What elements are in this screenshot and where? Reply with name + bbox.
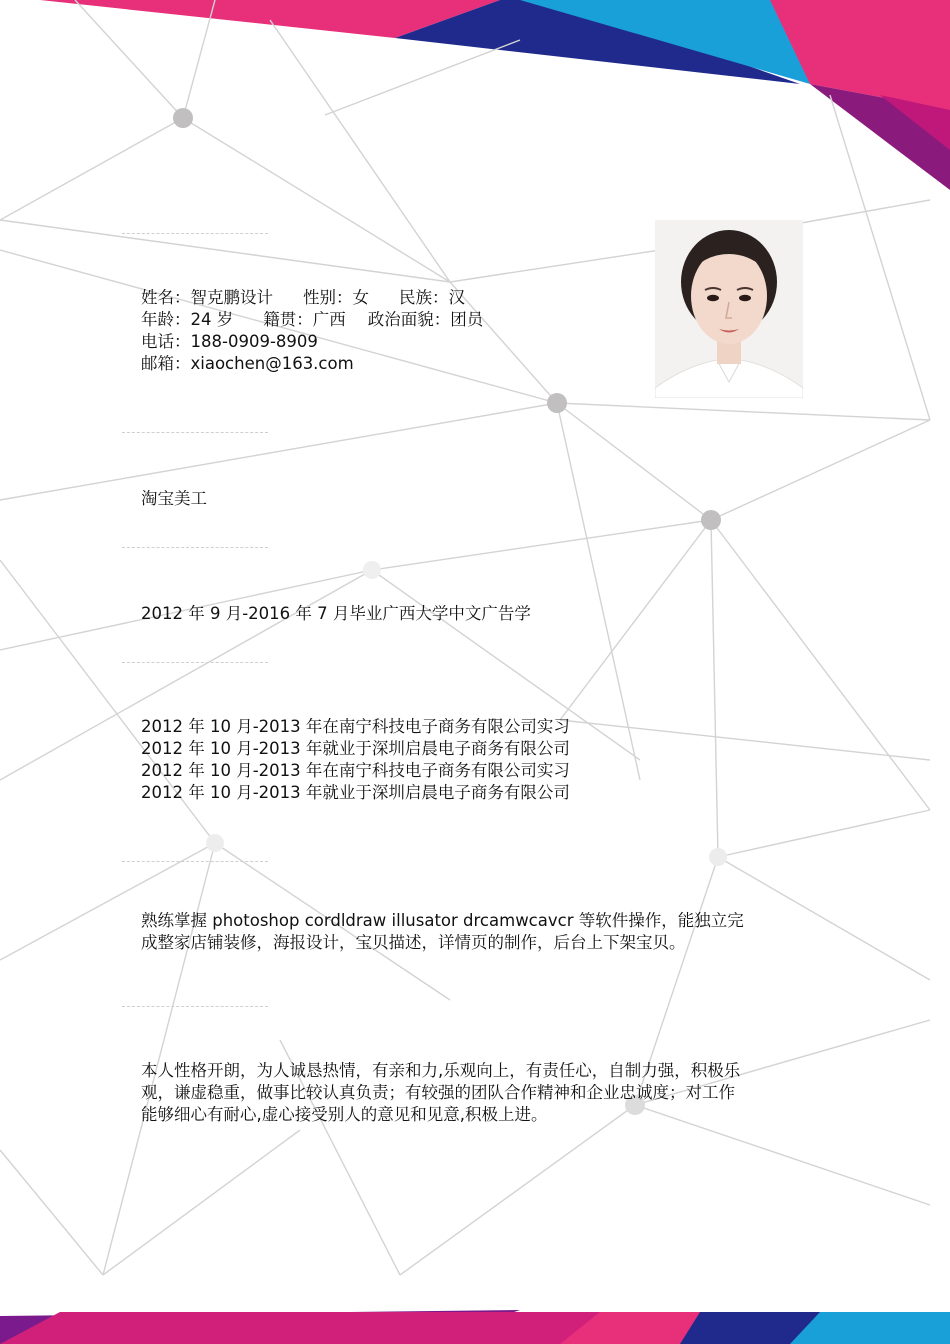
ethnicity-label: 民族： — [399, 288, 449, 307]
section-divider-evaluation — [122, 1006, 268, 1007]
name-value: 智克鹏设计 — [190, 288, 273, 307]
job-objective: 淘宝美工 — [141, 489, 207, 508]
section-divider-objective — [122, 432, 268, 433]
experience-item: 2012 年 10 月-2013 年在南宁科技电子商务有限公司实习 — [141, 717, 570, 736]
politics-value: 团员 — [450, 310, 484, 329]
email-value: xiaochen@163.com — [190, 354, 354, 373]
skills-paragraph — [141, 910, 744, 954]
profile-row-2 — [141, 309, 483, 331]
experience-list — [141, 716, 570, 804]
self-evaluation-line: 观，谦虚稳重，做事比较认真负责；有较强的团队合作精神和企业忠诚度；对工作 — [141, 1083, 735, 1102]
email-label: 邮箱： — [141, 354, 191, 373]
self-evaluation-paragraph — [141, 1060, 740, 1126]
profile-row-3 — [141, 331, 318, 353]
experience-item: 2012 年 10 月-2013 年就业于深圳启晨电子商务有限公司 — [141, 783, 570, 802]
self-evaluation-line: 能够细心有耐心,虚心接受别人的意见和见意,积极上进。 — [141, 1105, 548, 1124]
self-evaluation-line: 本人性格开朗，为人诚恳热情，有亲和力,乐观向上，有责任心，自制力强，积极乐 — [141, 1061, 741, 1080]
bottom-pink-band — [0, 1312, 640, 1344]
name-label: 姓名： — [141, 288, 191, 307]
section-divider-education — [122, 547, 268, 548]
politics-label: 政治面貌： — [367, 310, 451, 329]
age-label: 年龄： — [141, 310, 191, 329]
experience-item: 2012 年 10 月-2013 年就业于深圳启晨电子商务有限公司 — [141, 739, 570, 758]
profile-photo — [655, 220, 803, 398]
profile-row-1 — [141, 287, 465, 309]
profile-row-4 — [141, 353, 354, 375]
phone-value: 188-0909-8909 — [190, 332, 318, 351]
skills-line: 熟练掌握 photoshop cordldraw illusator drcamwcavcr 等软件操作，能独立完 — [141, 911, 744, 930]
ethnicity-value: 汉 — [448, 288, 465, 307]
section-divider-profile — [122, 233, 268, 234]
age-value: 24 岁 — [190, 310, 234, 329]
section-divider-skills — [122, 861, 268, 862]
phone-label: 电话： — [141, 332, 191, 351]
experience-item: 2012 年 10 月-2013 年在南宁科技电子商务有限公司实习 — [141, 761, 570, 780]
hometown-label: 籍贯： — [263, 310, 313, 329]
education-entry: 2012 年 9 月-2016 年 7 月毕业广西大学中文广告学 — [141, 604, 531, 623]
section-divider-experience — [122, 662, 268, 663]
skills-line: 成整家店铺装修，海报设计，宝贝描述，详情页的制作，后台上下架宝贝。 — [141, 933, 686, 952]
gender-label: 性别： — [303, 288, 353, 307]
gender-value: 女 — [352, 288, 369, 307]
hometown-value: 广西 — [312, 310, 346, 329]
